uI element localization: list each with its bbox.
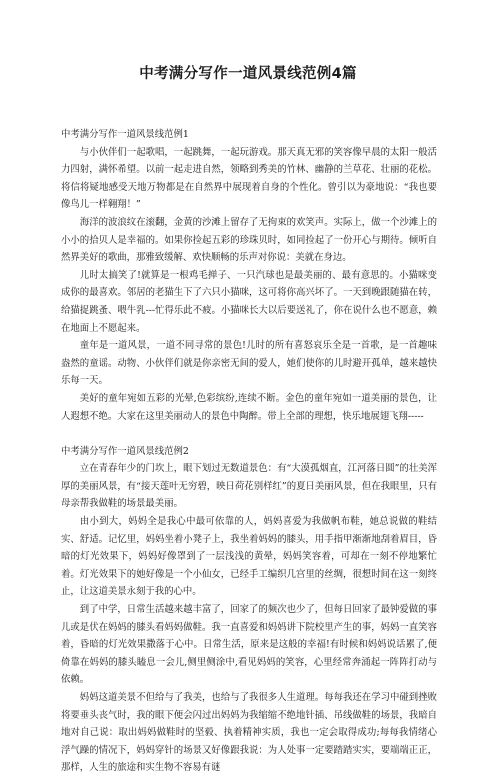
- paragraph: 与小伙伴们一起歌唱，一起跳舞，一起玩游戏。那天真无邪的笑容像早晨的太阳一般活力四射，满怀希望。以前一起走进自然，领略到秀美的竹林、幽静的兰草花、壮丽的花松。将信将疑地感受天地万物都是在自然界中展现着自身的个性化。曾引以为豪地说：“我也要像鸟儿一样翱翔！”: [61, 146, 437, 211]
- paragraph: 到了中学，日常生活越来越丰富了，回家了的频次也少了，但每日回家了最钟爱做的事儿或是伏在妈妈的膝头看妈妈做鞋。我一直喜爱和妈妈讲下院校里产生的事，妈妈一直笑容着，昏暗的灯光效果撒落于心中。日常生活，原来是这般的幸福!有时候和妈妈说话累了,便倚靠在妈妈的膝头瞌息一会儿,侧里侧涂中,看见妈妈的笑容，心里经常奔涌起一阵阵打动与依赖。: [61, 604, 437, 686]
- paragraph: 由小到大，妈妈全是我心中最可依靠的人，妈妈喜爱为我做帆布鞋，她总说做的鞋结实、舒适。记忆里，妈妈坐着小凳子上，我坐着妈妈的膝头，用手指甲渐渐地刮着眉目，昏暗的灯光效果下，妈妈好像罩到了一层浅浅的黄晕，妈妈笑容着，可却在一刻不停地繁忙着。灯光效果下的她好像是一个小仙女，已经手工编织几宫里的丝绸，很想时间在这一刻终止，让这道美景永刻于我的心中。: [61, 516, 437, 598]
- paragraph: 儿时太搞笑了!就算是一根鸡毛掸子、一只汽球也是最美丽的、最有意思的。小猫咪变成你的最喜欢。邻居的老猫生下了六只小猫咪，这可将你高兴坏了。一天到晚跟随猫在转，给猫捉跳蚤、喂牛乳---忙得乐此不疲。小猫咪长大以后要送礼了，你在说什么也不愿意，赖在地面上不愿起来。: [61, 269, 437, 334]
- paragraph: 海洋的波浪纹在滚翻，金黄的沙滩上留存了无拘束的欢笑声。实际上，做一个沙滩上的小小的拾贝人是幸福的。如果你捡起五彩的珍珠贝时，如同捡起了一份开心与期待。倾听自然界美好的歌曲，那雅致缓解、欢快顺畅的乐声对你说：美就在身边。: [61, 216, 437, 264]
- document-body: [61, 126, 437, 777]
- section-heading: 中考满分写作一道风景线范例1: [61, 129, 189, 140]
- paragraph: 立在青春年少的门坎上，眼下划过无数道景色：有“大漠孤烟直，江河落日圆”的壮美浑厚的美丽风景，有“接天莲叶无穷碧，映日荷花别样红”的夏日美丽风景，但在我眼里，只有母亲帮我做鞋的场景最美丽。: [61, 463, 437, 510]
- paragraph: 童年是一道风景，一道不同寻常的景色!儿时的所有喜怒哀乐全是一首歌，是一首趣味盎然的童谣。动物、小伙伴们就是你亲密无间的爱人，她们使你的儿时避开孤单，越来越快乐每一天。: [61, 340, 437, 387]
- section-spacer: [61, 425, 437, 443]
- document-title: 中考满分写作一道风景线范例4篇: [139, 66, 357, 82]
- paragraph: 美好的童年宛如五彩的光晕,色彩缤纷,连续不断。金色的童年宛如一道美丽的景色，让人遐想不绝。大家在这里美丽动人的景色中陶醉。带上全部的理想，快乐地展翅飞翔-----: [61, 392, 437, 422]
- paragraph: 妈妈这道美景不但给与了我美，也给与了我很多人生道理。每每我还在学习中碰到挫败将要垂头丧气时，我的眼下便会闪过出妈妈为我缩缩不绝地针插、吊线做鞋的场景，我暗自地对自己说：取出妈妈做鞋时的坚毅、执着精神实质，我也一定会取得成功;每每我情绪心浮气躁的情况下，妈妈穿针的场景又好像跟我说：为人处事一定要踏踏实实，要端端正正，那样，人生的旅途和实生物不容易有谜: [61, 692, 437, 774]
- section-heading: 中考满分写作一道风景线范例2: [61, 445, 189, 457]
